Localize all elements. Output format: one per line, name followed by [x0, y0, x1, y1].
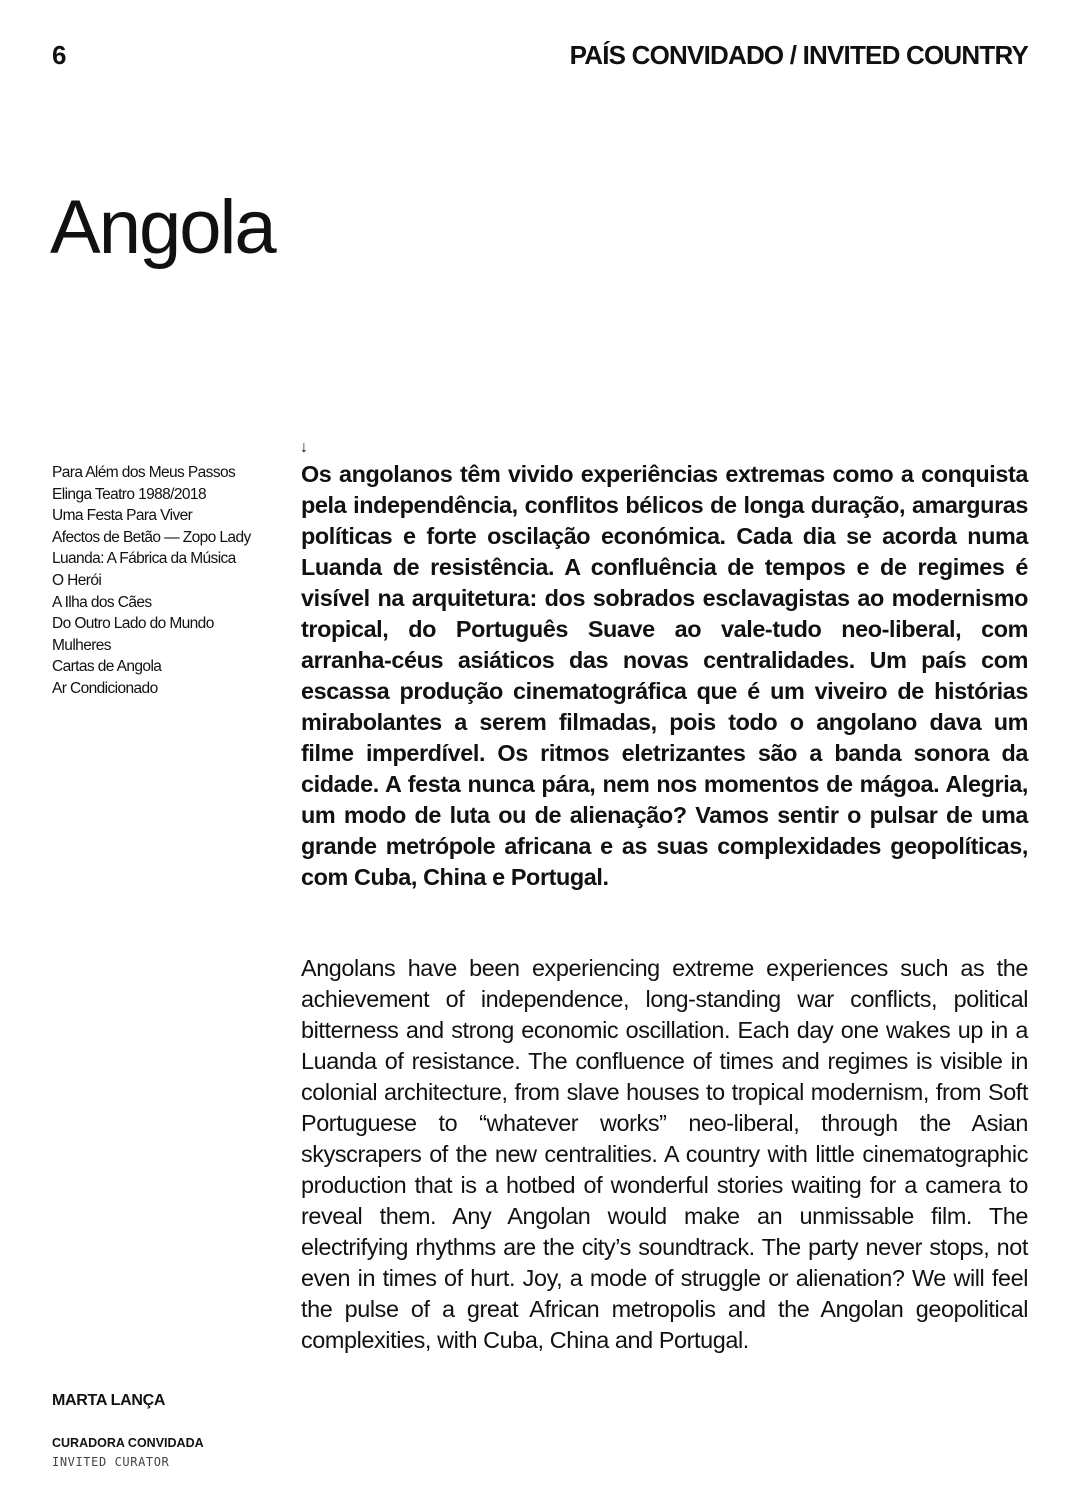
- film-list-item: Para Além dos Meus Passos: [52, 464, 236, 481]
- film-list-item: O Herói: [52, 571, 102, 589]
- film-list-item: Luanda: A Fábrica da Música: [52, 550, 236, 568]
- section-header: PAÍS CONVIDADO / INVITED COUNTRY: [569, 40, 1028, 70]
- curator-role-pt: CURADORA CONVIDADA: [52, 1436, 204, 1450]
- film-list-item: Cartas de Angola: [52, 658, 162, 676]
- curator-name: MARTA LANÇA: [52, 1392, 166, 1409]
- film-list-item: Ar Condicionado: [52, 679, 158, 697]
- page-number: 6: [52, 40, 66, 70]
- curator-role-en: INVITED CURATOR: [52, 1455, 170, 1469]
- page-title: Angola: [50, 185, 275, 270]
- film-list-item: Mulheres: [52, 636, 111, 654]
- body-text-english: Angolans have been experiencing extreme experiences such as the achievement of independence, long-standing war conflicts, political bitterness and strong economic oscillation. Each day one wakes up in a Luanda of resistance. The confluence of times and regimes is visible in colonial architecture, from slave houses to tropical modernism, from Soft Portuguese to “whatever works” neo-liberal, through the Asian skyscrapers of the new centralities. A country with little cinematographic production that is a hotbed of wonderful stories waiting for a camera to reveal them. Any Angolan would make an unmissable film. The electrifying rhythms are the city’s soundtrack. The party never stops, not even in times of hurt. Joy, a mode of struggle or alienation? We will feel the pulse of a great African metropolis and the Angolan geopolitical complexities, with Cuba, China and Portugal.: [301, 955, 1028, 1353]
- film-list-item: Do Outro Lado do Mundo: [52, 615, 214, 633]
- film-list-item: A Ilha dos Cães: [52, 593, 152, 611]
- body-text-portuguese: Os angolanos têm vivido experiências extremas como a conquista pela independência, conflitos bélicos de longa duração, amarguras políticas e forte oscilação económica. Cada dia se acorda numa Luanda de resistência. A confluência de tempos e de regimes é visível na arquitetura: dos sobrados esclavagistas ao modernismo tropical, do Português Suave ao vale-tudo neo-liberal, com arranha-céus asiáticos das novas centralidades. Um país com escassa produção cinematográfica que é um viveiro de histórias mirabolantes a serem filmadas, pois todo o angolano dava um filme imperdível. Os ritmos eletrizantes são a banda sonora da cidade. A festa nunca pára, nem nos momentos de mágoa. Alegria, um modo de luta ou de alienação? Vamos sentir o pulsar de uma grande metrópole africana e as suas complexidades geopolíticas, com Cuba, China e Portugal.: [301, 461, 1028, 890]
- film-list-item: Elinga Teatro 1988/2018: [52, 485, 206, 503]
- film-list-item: Afectos de Betão — Zopo Lady: [52, 528, 251, 546]
- film-list-item: Uma Festa Para Viver: [52, 507, 193, 525]
- arrow-down-icon: ↓: [300, 439, 308, 456]
- film-list: [52, 462, 292, 700]
